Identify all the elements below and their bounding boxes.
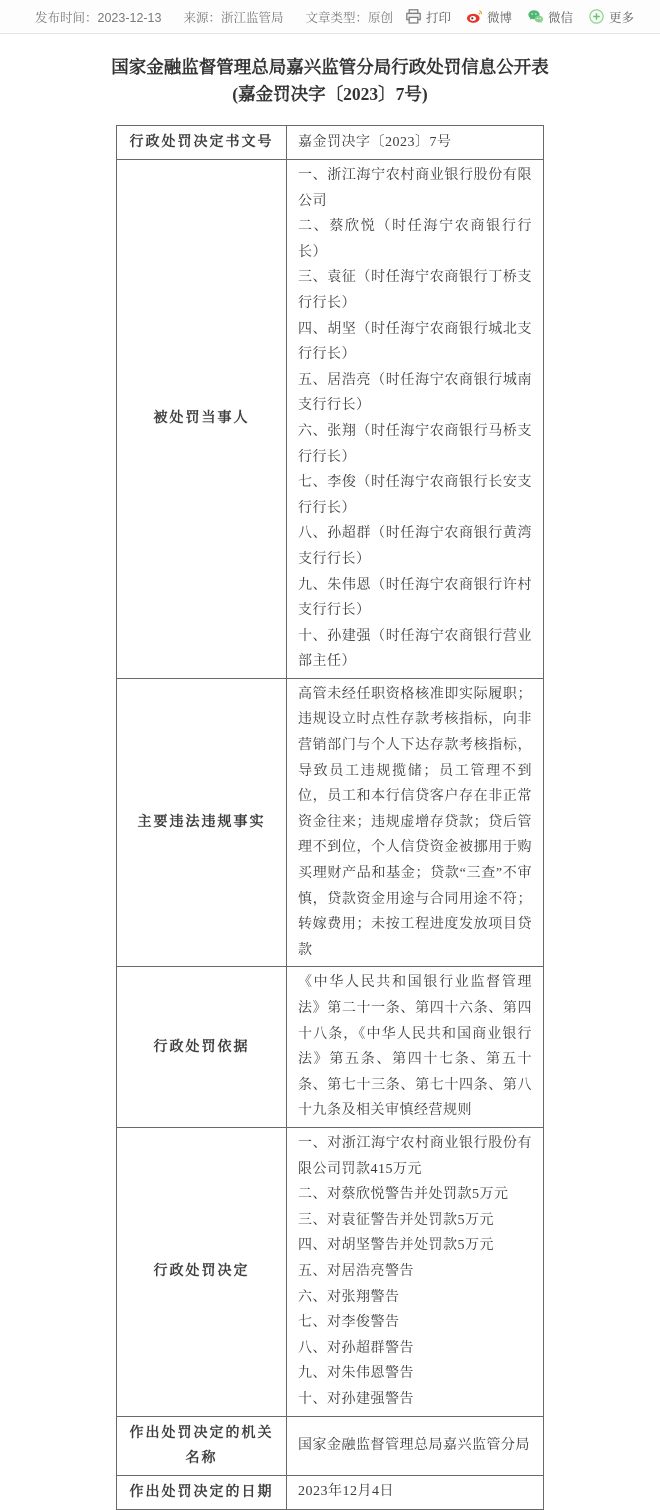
page-title bbox=[50, 54, 610, 108]
wechat-label: 微信 bbox=[547, 10, 573, 25]
weibo-icon bbox=[466, 8, 483, 25]
row-label: 作出处罚决定的日期 bbox=[117, 1475, 287, 1509]
more-label: 更多 bbox=[608, 10, 634, 25]
row-content bbox=[287, 967, 544, 1128]
row-content bbox=[287, 1416, 544, 1475]
row-content bbox=[287, 1127, 544, 1416]
more-plus-icon bbox=[588, 8, 605, 25]
article-meta-info bbox=[35, 8, 393, 26]
row-content bbox=[287, 126, 544, 160]
table-row bbox=[117, 967, 544, 1128]
content-line: 四、对胡坚警告并处罚款5万元 bbox=[298, 1238, 494, 1254]
content-line: 一、对浙江海宁农村商业银行股份有限公司罚款415万元 bbox=[298, 1135, 532, 1177]
table-row bbox=[117, 126, 544, 160]
table-row bbox=[117, 1127, 544, 1416]
content-line: 二、对蔡欣悦警告并处罚款5万元 bbox=[298, 1187, 509, 1203]
content-line: 十、对孙建强警告 bbox=[298, 1391, 414, 1407]
row-label: 行政处罚决定 bbox=[117, 1127, 287, 1416]
content-line: 一、浙江海宁农村商业银行股份有限公司 bbox=[298, 168, 532, 209]
penalty-table-body bbox=[117, 126, 544, 1510]
content-line: 七、李俊（时任海宁农商银行长安支行行长） bbox=[298, 475, 532, 516]
wechat-icon bbox=[527, 8, 544, 25]
content-line: 四、胡坚（时任海宁农商银行城北支行行长） bbox=[298, 321, 532, 363]
content-line: 二、蔡欣悦（时任海宁农商银行行长） bbox=[298, 219, 532, 260]
article-meta-bar bbox=[0, 0, 660, 34]
content-line: 八、孙超群（时任海宁农商银行黄湾支行行长） bbox=[298, 526, 532, 567]
article-source: 来源：浙江监管局 bbox=[183, 10, 284, 25]
row-content bbox=[287, 678, 544, 967]
content-line: 五、对居浩亮警告 bbox=[298, 1263, 414, 1279]
row-label: 被处罚当事人 bbox=[117, 160, 287, 679]
row-content bbox=[287, 160, 544, 679]
row-label: 行政处罚决定书文号 bbox=[117, 126, 287, 160]
row-label: 行政处罚依据 bbox=[117, 967, 287, 1128]
row-label: 作出处罚决定的机关名称 bbox=[117, 1416, 287, 1475]
content-line: 七、对李俊警告 bbox=[298, 1315, 400, 1331]
wechat-share-button[interactable] bbox=[527, 8, 573, 26]
print-button[interactable] bbox=[405, 8, 451, 26]
publish-time: 发布时间：2023-12-13 bbox=[35, 10, 162, 25]
content-line: 八、对孙超群警告 bbox=[298, 1340, 414, 1356]
publish-date-value: 2023-12-13 bbox=[97, 10, 162, 25]
more-share-button[interactable] bbox=[588, 8, 634, 26]
content-line: 高管未经任职资格核准即实际履职；违规设立时点性存款考核指标，向非营销部门与个人下达存款考核指标，导致员工违规揽储；员工管理不到位，员工和本行信贷客户存在非正常资金往来；违规虚增存贷款；贷后管理不到位，个人信贷资金被挪用于购买理财产品和基金；贷款“三查”不审慎，贷款资金用途与合同用途不符；转嫁费用；未按工程进度发放项目贷款 bbox=[298, 686, 532, 958]
penalty-table bbox=[116, 125, 544, 1510]
page-title-line2: (嘉金罚决字〔2023〕7号) bbox=[232, 84, 428, 104]
content-line: 国家金融监督管理总局嘉兴监管分局 bbox=[298, 1437, 530, 1453]
table-row bbox=[117, 160, 544, 679]
content-line: 嘉金罚决字〔2023〕7号 bbox=[298, 134, 452, 150]
content-line: 六、对张翔警告 bbox=[298, 1289, 400, 1305]
table-row bbox=[117, 1416, 544, 1475]
content-line: 五、居浩亮（时任海宁农商银行城南支行行长） bbox=[298, 372, 532, 414]
content-line: 九、对朱伟恩警告 bbox=[298, 1366, 414, 1382]
printer-icon bbox=[405, 8, 422, 25]
content-line: 《中华人民共和国银行业监督管理法》第二十一条、第四十六条、第四十八条，《中华人民共和国商业银行法》第五条、第四十七条、第五十条、第七十三条、第七十四条、第八十九条及相关审慎经营规则 bbox=[298, 975, 532, 1119]
row-content bbox=[287, 1475, 544, 1509]
content-line: 三、袁征（时任海宁农商银行丁桥支行行长） bbox=[298, 270, 532, 311]
content-line: 三、对袁征警告并处罚款5万元 bbox=[298, 1212, 494, 1228]
content-line: 十、孙建强（时任海宁农商银行营业部主任） bbox=[298, 628, 532, 670]
share-actions bbox=[405, 8, 634, 26]
print-label: 打印 bbox=[425, 10, 451, 25]
content-line: 2023年12月4日 bbox=[298, 1484, 394, 1500]
article-type: 文章类型：原创 bbox=[305, 10, 394, 25]
weibo-label: 微博 bbox=[486, 10, 512, 25]
table-row bbox=[117, 1475, 544, 1509]
table-row bbox=[117, 678, 544, 967]
page-title-line1: 国家金融监督管理总局嘉兴监管分局行政处罚信息公开表 bbox=[111, 57, 549, 77]
content-line: 六、张翔（时任海宁农商银行马桥支行行长） bbox=[298, 423, 532, 465]
type-value: 原创 bbox=[368, 10, 394, 25]
row-label: 主要违法违规事实 bbox=[117, 678, 287, 967]
source-value: 浙江监管局 bbox=[220, 10, 284, 25]
content-line: 九、朱伟恩（时任海宁农商银行许村支行行长） bbox=[298, 577, 532, 619]
weibo-share-button[interactable] bbox=[466, 8, 512, 26]
